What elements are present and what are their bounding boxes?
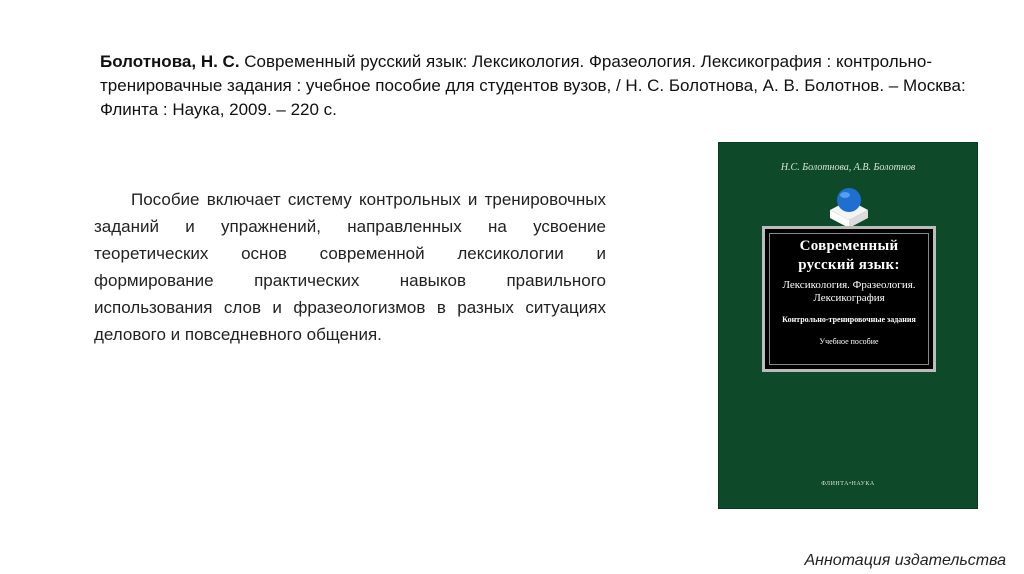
cover-book-type: Учебное пособие bbox=[819, 337, 879, 346]
cover-subtitle: Лексикология. Фразеология. Лексикография bbox=[782, 279, 916, 304]
bibliographic-citation bbox=[100, 50, 970, 122]
citation-author: Болотнова, Н. С. bbox=[100, 52, 240, 71]
cover-title-panel bbox=[762, 226, 936, 372]
cover-authors: Н.С. Болотнова, А.В. Болотнов bbox=[780, 162, 916, 173]
globe-book-logo-icon bbox=[826, 184, 872, 228]
citation-details: Современный русский язык: Лексикология. Фразеология. Лексикография : контрольно-тренировачные задания : учебное пособие для студентов вузов, / Н. С. Болотнова, А. В. Болотнов. – Москва: Флинта : Наука, 2009. – 220 с. bbox=[100, 52, 966, 119]
cover-tasks-label: Контрольно-тренировочные задания bbox=[782, 315, 916, 324]
cover-title: Современный русский язык: bbox=[798, 238, 900, 273]
cover-publisher: ФЛИНТА•НАУКА bbox=[821, 481, 875, 487]
publisher-annotation-note: Аннотация издательства bbox=[804, 552, 1006, 569]
book-annotation: Пособие включает систему контрольных и тренировочных заданий и упражнений, направленных на усвоение теоретических основ современной лексикологии и формирование практических навыков правильного использования слов и фразеологизмов в разных ситуациях делового и повседневного общения. bbox=[94, 190, 606, 344]
book-cover-image bbox=[718, 142, 978, 509]
